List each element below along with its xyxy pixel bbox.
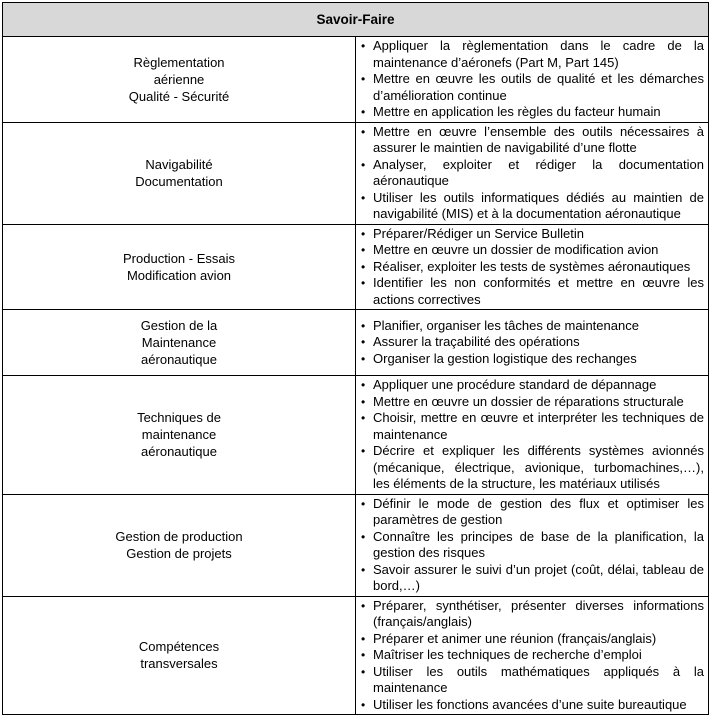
category-cell: Production - Essais Modification avion [3,224,356,310]
items-cell [356,122,709,224]
list-item: • Mettre en œuvre un dossier de modification avion [361,242,704,259]
list-item: • Préparer/Rédiger un Service Bulletin [361,226,704,243]
savoir-faire-table [2,2,709,715]
list-item: • Utiliser les outils informatiques dédiés au maintien de navigabilité (MIS) et à la documentation aéronautique [361,190,704,223]
category-cell: Gestion de production Gestion de projets [3,494,356,596]
list-item: • Préparer et animer une réunion (français/anglais) [361,631,704,648]
bullet-list [361,318,704,368]
table-row [3,494,709,596]
category-cell: Gestion de la Maintenance aéronautique [3,310,356,376]
list-item: • Réaliser, exploiter les tests de systèmes aéronautiques [361,259,704,276]
list-item: • Mettre en œuvre l’ensemble des outils nécessaires à assurer le maintien de navigabilité d’une flotte [361,124,704,157]
list-item: • Choisir, mettre en œuvre et interpréter les techniques de maintenance [361,410,704,443]
list-item: • Utiliser les outils mathématiques appliqués à la maintenance [361,664,704,697]
bullet-list [361,226,704,309]
items-cell [356,37,709,123]
list-item: • Utiliser les fonctions avancées d’une suite bureautique [361,697,704,714]
bullet-list [361,124,704,223]
list-item: • Analyser, exploiter et rédiger la documentation aéronautique [361,157,704,190]
skills-document [2,2,709,712]
list-item: • Mettre en œuvre un dossier de réparations structurale [361,394,704,411]
list-item: • Décrire et expliquer les différents systèmes avionnés (mécanique, électrique, avionique, turbomachines,…), les éléments de la structure, les matériaux utilisés [361,443,704,493]
bullet-list [361,377,704,493]
category-cell: Règlementation aérienne Qualité - Sécurité [3,37,356,123]
items-cell [356,494,709,596]
items-cell [356,310,709,376]
table-row [3,37,709,123]
table-row [3,376,709,495]
list-item: • Identifier les non conformités et mettre en œuvre les actions correctives [361,275,704,308]
table-header: Savoir-Faire [3,3,709,37]
list-item: • Mettre en application les règles du facteur humain [361,104,704,121]
list-item: • Mettre en œuvre les outils de qualité et les démarches d’amélioration continue [361,71,704,104]
list-item: • Appliquer la règlementation dans le cadre de la maintenance d’aéronefs (Part M, Part 145) [361,38,704,71]
bullet-list [361,598,704,714]
items-cell [356,376,709,495]
table-row [3,122,709,224]
items-cell [356,224,709,310]
bullet-list [361,496,704,595]
list-item: • Planifier, organiser les tâches de maintenance [361,318,704,335]
list-item: • Connaître les principes de base de la planification, la gestion des risques [361,529,704,562]
table-row [3,224,709,310]
list-item: • Définir le mode de gestion des flux et optimiser les paramètres de gestion [361,496,704,529]
bullet-list [361,38,704,121]
category-cell: Navigabilité Documentation [3,122,356,224]
category-cell: Techniques de maintenance aéronautique [3,376,356,495]
list-item: • Maîtriser les techniques de recherche d’emploi [361,647,704,664]
list-item: • Savoir assurer le suivi d’un projet (coût, délai, tableau de bord,…) [361,562,704,595]
items-cell [356,596,709,715]
list-item: • Préparer, synthétiser, présenter diverses informations (français/anglais) [361,598,704,631]
category-cell: Compétences transversales [3,596,356,715]
list-item: • Organiser la gestion logistique des rechanges [361,351,704,368]
list-item: • Appliquer une procédure standard de dépannage [361,377,704,394]
list-item: • Assurer la traçabilité des opérations [361,334,704,351]
table-row [3,310,709,376]
table-row [3,596,709,715]
